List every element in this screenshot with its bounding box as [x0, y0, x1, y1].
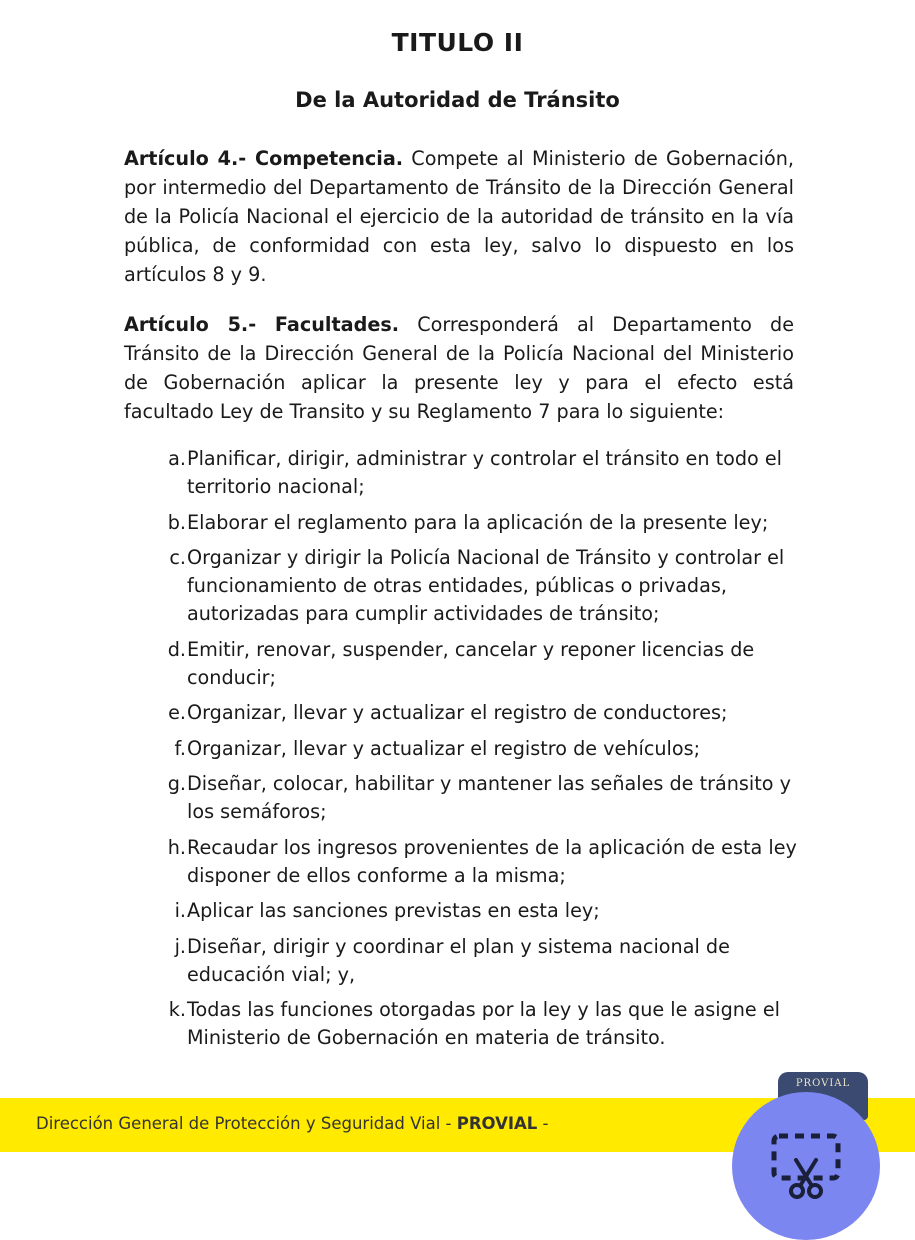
list-item-marker: h. [167, 835, 186, 859]
list-item-marker: k. [168, 998, 186, 1021]
list-item-marker: a. [168, 447, 186, 470]
footer-institution: Dirección General de Protección y Seguridad Vial - [36, 1114, 457, 1133]
list-item-marker: i. [174, 899, 186, 922]
footer-text [36, 1114, 549, 1133]
list-item-text: Planificar, dirigir, administrar y controlar el tránsito en todo el territorio nacional; [187, 447, 783, 498]
list-item-text: Diseñar, dirigir y coordinar el plan y sistema nacional de educación vial; y, [187, 934, 730, 986]
list-item [160, 636, 810, 692]
list-item [160, 770, 810, 826]
list-item-text: Todas las funciones otorgadas por la ley y las que le asigne el Ministerio de Gobernación en materia de tránsito. [187, 998, 780, 1049]
screenshot-button[interactable] [732, 1092, 880, 1240]
list-item [160, 445, 810, 501]
list-item-marker: g. [167, 772, 186, 795]
list-item-text: Emitir, renovar, suspender, cancelar y reponer licencias de conducir; [187, 637, 755, 689]
list-item [160, 509, 810, 537]
list-item-text: Recaudar los ingresos provenientes de la aplicación de esta ley disponer de ellos conforme a la misma; [187, 835, 797, 887]
list-item-text: Organizar, llevar y actualizar el registro de vehículos; [187, 736, 701, 760]
article-5-heading: Artículo 5.- Facultades. [124, 313, 400, 336]
page-subtitle: De la Autoridad de Tránsito [295, 88, 620, 112]
provial-logo-text: PROVIAL [795, 1078, 851, 1089]
list-item-text: Organizar, llevar y actualizar el registro de conductores; [187, 701, 728, 724]
article-4-heading: Artículo 4.- Competencia. [124, 147, 404, 170]
list-item [160, 897, 810, 925]
footer-suffix: - [537, 1114, 549, 1133]
list-item [160, 735, 810, 763]
list-item-marker: f. [174, 736, 186, 760]
article-5-body: Corresponderá al Departamento de Tránsito de la Dirección General de la Policía Nacional del Ministerio de Gobernación aplicar la presente ley y para el efecto está facultado Ley de Transito y su Reglamento 7 para lo siguiente: [124, 313, 794, 423]
screenshot-scissors-icon [770, 1130, 842, 1202]
powers-list [160, 445, 810, 1060]
list-item-marker: c. [169, 546, 186, 569]
list-item-marker: b. [167, 510, 186, 534]
article-4 [124, 144, 794, 289]
footer-brand: PROVIAL [456, 1114, 538, 1133]
list-item-marker: e. [168, 701, 186, 724]
page-title: TITULO II [391, 28, 524, 57]
list-item [160, 544, 810, 628]
list-item-marker: j. [174, 934, 186, 958]
list-item-text: Aplicar las sanciones previstas en esta ley; [187, 899, 600, 922]
list-item-text: Organizar y dirigir la Policía Nacional de Tránsito y controlar el funcionamiento de otras entidades, públicas o privadas, autorizadas para cumplir actividades de tránsito; [187, 546, 785, 625]
list-item-text: Diseñar, colocar, habilitar y mantener las señales de tránsito y los semáforos; [187, 772, 791, 823]
list-item [160, 933, 810, 989]
list-item [160, 834, 810, 890]
list-item-text: Elaborar el reglamento para la aplicación de la presente ley; [187, 510, 769, 534]
list-item-marker: d. [167, 637, 186, 661]
list-item [160, 996, 810, 1052]
article-4-body: Compete al Ministerio de Gobernación, por intermedio del Departamento de Tránsito de la Dirección General de la Policía Nacional el ejercicio de la autoridad de tránsito en la vía pública, de conformidad con esta ley, salvo lo dispuesto en los artículos 8 y 9. [124, 147, 794, 286]
list-item [160, 699, 810, 727]
article-5 [124, 310, 794, 426]
